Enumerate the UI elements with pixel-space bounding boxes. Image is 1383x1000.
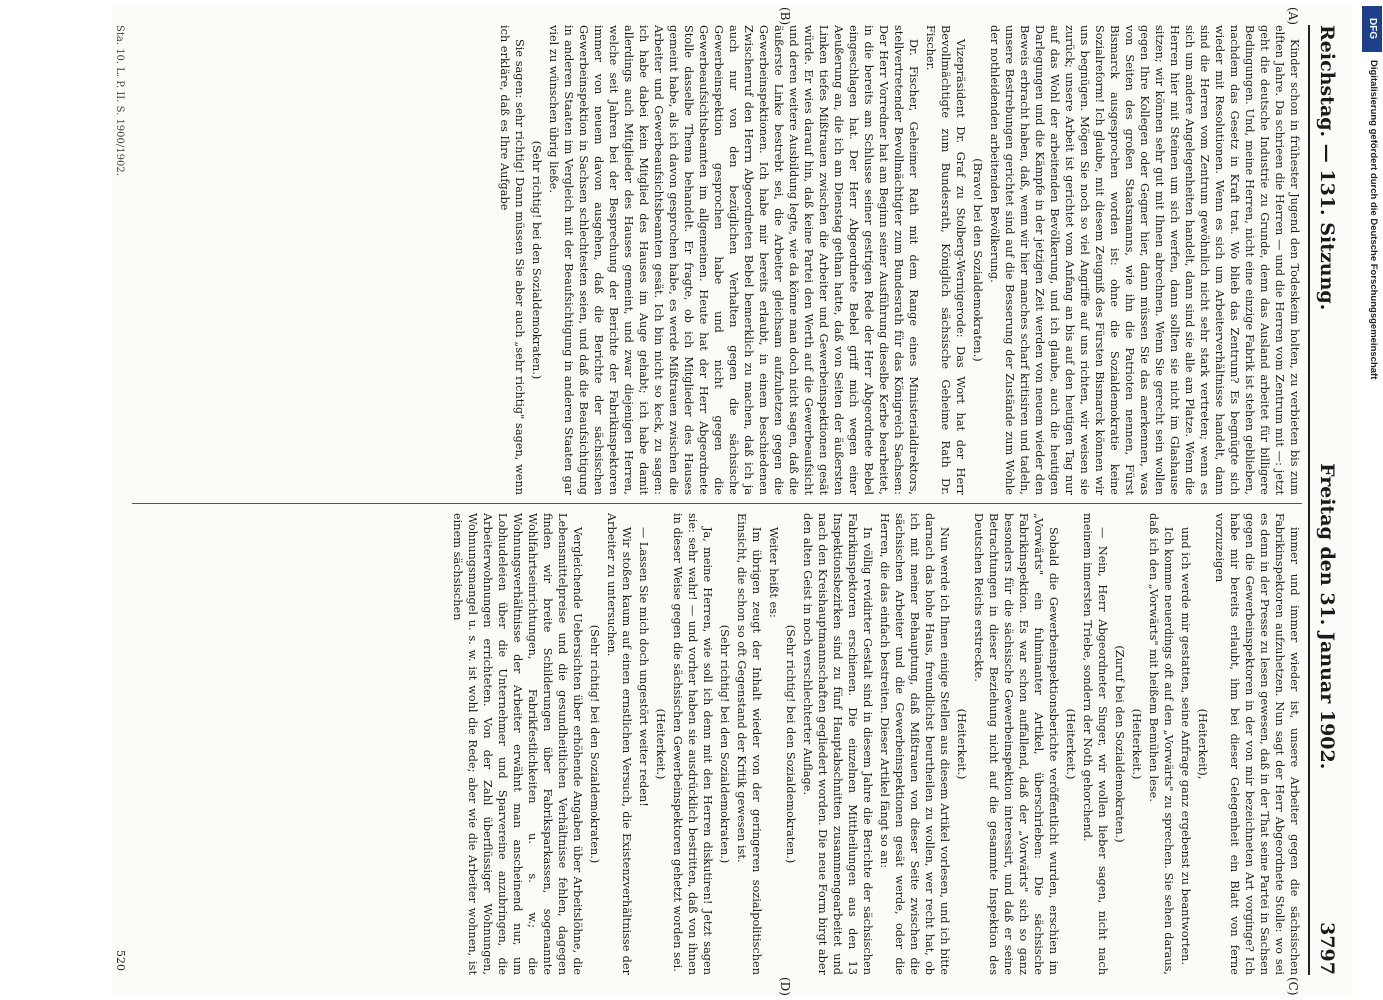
paragraph: Ja, meine Herren, wie soll ich denn mit den Herren diskutiren! Jetzt sagen sie: sehr wahr! — und vorher haben sie ausdrücklich bestritten, daß von ihnen in dieser Weise gegen die sächsischen Gewerbeinspektoren gehetzt worden sei. (671, 513, 714, 975)
sheet-number: 520 (114, 950, 127, 971)
scanned-page (112, 5, 1352, 995)
paragraph: — Nein, Herr Abgeordneter Singer, wir wollen lieber sagen, nicht nach meinem innersten Triebe, sondern der Noth gehorchend. (1081, 513, 1109, 975)
left-column (126, 25, 1302, 495)
paragraph: — Lassen Sie mich doch ungestört weiter reden! (637, 527, 650, 807)
right-column (126, 513, 1302, 975)
paragraph: Nun werde ich Ihnen einige Stellen aus diesem Artikel vorlesen, und ich bitte darnach das hohe Haus, freundlichst beurtheilen zu wollen, wer recht hat, ob ich mit meiner Behauptung, daß Mißtrauen von dieser Seite zwischen die sächsischen Arbeiter und die Gewerbeinspektionen gesät werde, oder die Herren, die das einfach bestreiten. Dieser Artikel fängt so an: (878, 513, 951, 975)
interjection: (Zuruf bei den Sozialdemokraten.) (1113, 645, 1126, 843)
margin-marker-c: (C) (1286, 977, 1300, 996)
paragraph: Weiter heißt es: (767, 527, 780, 618)
header-date: Freitag den 31. Januar 1902. (1316, 463, 1338, 770)
quotation: Wir stoßen kaum auf einen ernstlichen Versuch, die Existenzverhältnisse der Arbeiter zu untersuchen. (605, 513, 633, 975)
page-header (1308, 25, 1344, 975)
interjection: (Heiterkeit.) (654, 708, 667, 780)
column-divider (132, 503, 1302, 504)
margin-marker-d: (D) (778, 977, 792, 996)
paragraph: und ich werde mir gestatten, seine Anfrage ganz ergebenst zu beantworten. (1179, 527, 1192, 966)
paragraph: Sobald die Gewerbeinspektionsberichte veröffentlicht wurden, erschien im „Vorwärts" ein fulminanter Artikel, überschrieben: Die sächsische Fabrikinspektion. Es war schon auffallend, daß der „Vorwärts" sich so ganz besonders für die sächsische Gewerbeinspektion interessirt, und daß er seine Betrachtungen in dieser Beziehung nicht auf die gesammte Inspektion des Deutschen Reichs erstreckte. (972, 513, 1060, 975)
quotation: Vergleichende Uebersichten über erhöhende Angaben über Arbeitslöhne, die Lebensmittelpreise und die gesundheitlichen Verhältnisse fehlen, dagegen finden wir breite Schilderungen über Fabriksparkassen, sogenannte Wohlfahrtseinrichtungen, Fabrikfestlichkeiten u. s. w.; die Wohnungsverhältnisse der Arbeiter erwähnt man anscheinend nur, um Lobhudeleien über die Unternehmer und Sparvereine anzubringen, die Arbeiterwohnungen errichteten. Von der Zahl überflüssiger Wohnungen, Wohnungsmangel u. s. w. ist wohl die Rede; aber wie die Arbeiter wohnen, ist einem sächsischen (451, 513, 584, 975)
quotation: Im übrigen zeugt der Inhalt wieder von der geringeren sozialpolitischen Einsicht, die schon so oft Gegenstand der Kritik gewesen ist. (735, 513, 763, 975)
header-page-number: 3797 (1316, 922, 1338, 975)
header-title: Reichstag. — 131. Sitzung. (1316, 25, 1338, 311)
interjection: (Sehr richtig! bei den Sozialdemokraten.) (588, 624, 601, 864)
paragraph: Ich komme neuerdings oft auf den „Vorwärts" zu sprechen. Sie sehen daraus, daß ich den „Vorwärts" mit heißem Bemühen lese. (1147, 513, 1175, 975)
interjection: (Sehr richtig! bei den Sozialdemokraten.) (530, 140, 543, 380)
interjection: (Heiterkeit.) (1064, 708, 1077, 780)
paragraph: Vizepräsident Dr. Graf zu Stolberg-Wernigerode: Das Wort hat der Herr Bevollmächtigte zum Bundesrath, Königlich sächsische Geheime Rath Dr. Fischer. (924, 25, 967, 495)
printer-footer: Sta. 10. L. P. II. S. 1900/1902. (114, 25, 125, 176)
interjection: (Sehr richtig! bei den Sozialdemokraten.) (718, 624, 731, 864)
interjection: (Sehr richtig! bei den Sozialdemokraten.) (784, 624, 797, 864)
dfg-logo: DFG (1362, 6, 1382, 52)
paragraph: Sie sagen: sehr richtig! Dann müssen Sie aber auch „sehr richtig" sagen, wenn ich erkläre, daß es Ihre Aufgabe (498, 25, 526, 495)
margin-marker-b: (B) (778, 7, 792, 26)
interjection: (Heiterkeit.) (1130, 708, 1143, 780)
paragraph: Kinder schon in frühester Jugend den Todeskeim holten, zu verbieten bis zum elften Jahre. Da schrieen die Herren — und die Herren vom Zentrum mit —: jetzt geht die deutsche Industrie zu Grunde, denn das Ausland arbeitet für billigere Bedingungen. Und, meine Herren, nicht eine einzige Fabrik ist stehen geblieben, nachdem das Gesetz in Kraft trat. Wo blieb das Zentrum? Es begnügte sich wieder mit Resolutionen. Wenn es sich um Arbeiterverhältnisse handelt, dann sind die Herren vom Zentrum gewöhnlich nicht sehr stark vertreten; wenn es sich um andere Angelegenheiten handelt, dann sind sie alle am Platze. Wenn die Herren hier mit Steinen um sich werfen, dann sollten sie nicht im Glashause sitzen; wir können sehr gut mit Ihnen abrechnen. Wenn Sie gerecht sein wollen gegen Ihre Kollegen oder Gegner hier, dann müssen Sie das anerkennen, was von Seiten des großen Staatsmanns, wie ihn die Patrioten nennen, Fürst Bismarck ausgesprochen worden ist: ohne die Sozialdemokratie keine Sozialreform! Ich glaube, mit diesem Zeugniß des Fürsten Bismarck können wir uns begnügen. Mögen Sie noch so viel Angriffe auf uns richten, wir weisen sie zurück; unsere Arbeit ist gerichtet vom Anfang an bis auf den heutigen Tag nur auf das Wohl der arbeitenden Bevölkerung, und ich glaube, auch die heutigen Darlegungen und die Kämpfe in der jetzigen Zeit werden von neuem wieder den Beweis erbracht haben, daß, wenn wir hier manches scharf kritisiren und tadeln, unsere Bestrebungen gerichtet sind auf die Besserung der Zustände zum Wohle der nothleidenden arbeitenden Bevölkerung. (988, 25, 1301, 495)
paragraph: Dr. Fischer, Geheimer Rath mit dem Range eines Ministerialdirektors, stellvertretender Bevollmächtigter zum Bundesrath für das Königreich Sachsen: Der Herr Vorredner hat am Beginn seiner Ausführung dieselbe Kerbe bearbeitet, in die bereits am Schlusse seiner gestrigen Rede der Herr Abgeordnete Bebel eingeschlagen hat. Der Herr Abgeordnete Bebel griff mich wegen einer Aeußerung an, die ich am Dienstag gethan hatte, daß von Seiten der äußersten Linken tiefes Mißtrauen zwischen die Arbeiter und Gewerbeinspektionen gesät würde. Er wies darauf hin, daß keine Partei den Werth auf die Gewerbeaufsicht und deren weitere Ausbildung legte, wie da könne man doch nicht sagen, daß die äußerste Linke bestrebt sei, die Arbeiter gleichsam aufzuhetzen gegen die Gewerbeinspektionen. Ich habe mir bereits erlaubt, in einem beschiedenen Zwischenruf den Herrn Abgeordneten Bebel bemerklich zu machen, daß ich ja auch nur von den bezüglichen Verhalten gegen die sächsische Gewerbeinspektion gesprochen habe und nicht gegen die Gewerbeaufsichtsbeamten im allgemeinen. Heute hat der Herr Abgeordnete Stolle dasselbe Thema behandelt. Er fragte, ob ich Mitglieder des Hauses gemeint habe, als ich davon gesprochen habe, es werde Mißtrauen zwischen die Arbeiter und Gewerbeaufsichtsbeamten gesät. Ich bin nicht so keck, zu sagen: ich habe dabei kein Mitglied des Hauses im Auge gehabt; ich habe damit allerdings auch Mitglieder des Hauses gemeint, und zwar diejenigen Herren, welche seit Jahren bei der Besprechung der Berichte der Fabrikinspektoren immer von neuem davon ausgehen, daß die Berichte der sächsischen Gewerbeinspektion in Sachsen schlechtesten seien, und daß die Beaufsichtigung in anderen Staaten im Vergleich mit der Beaufsichtigung in anderen Staaten gar viel zu wünschen übrig ließe. (547, 25, 920, 495)
digitization-credit: Digitalisierung gefördert durch die Deutsche Forschungsgemeinschaft (1368, 60, 1379, 380)
margin-marker-a: (A) (1286, 7, 1300, 26)
interjection: (Heiterkeit.) (955, 708, 968, 780)
interjection: (Heiterkeit), (1196, 708, 1209, 780)
quotation: In völlig revidirter Gestalt sind in diesem Jahre die Berichte der sächsischen Fabrikinspektoren erschienen. Die einzelnen Mittheilungen aus den 13 Inspektionsbezirken sind zu fünf Hauptabschnitten zusammengearbeitet und nach den Kreishauptmannschaften gegliedert worden. Die neue Form birgt aber den alten Geist in noch verschlechterter Auflage. (801, 513, 874, 975)
paragraph: immer und immer wieder ist, unsere Arbeiter gegen die sächsischen Fabrikinspektoren aufzuhetzen. Nun sagt der Herr Abgeordnete Stolle: wo sei es denn in der Presse zu lesen gewesen, daß in der That seine Partei in Sachsen gegen die Gewerbeinspektoren in der von mir bezeichneten Art vorginge? Ich habe mir bereits erlaubt, ihm bei dieser Gelegenheit ein Blatt von ferne vorzuzeigen (1213, 513, 1301, 975)
interjection: (Bravo! bei den Sozialdemokraten.) (971, 158, 984, 362)
